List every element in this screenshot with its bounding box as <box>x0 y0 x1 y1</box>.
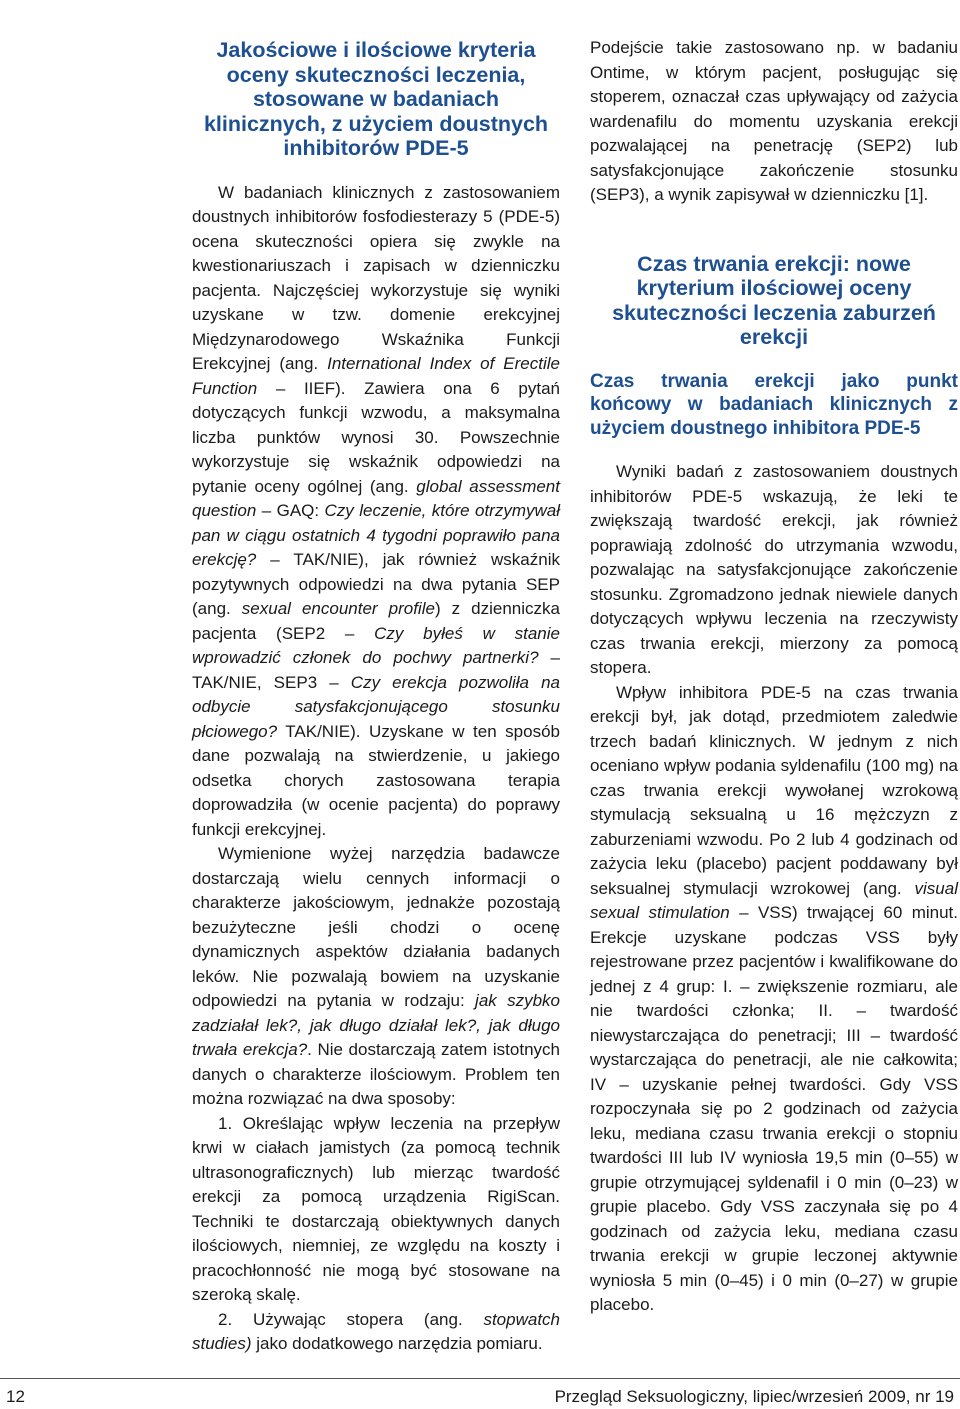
italic-text: global assessment question <box>192 476 560 520</box>
paragraph <box>192 181 560 843</box>
text-run: Wymienione wyżej narzędzia badawcze dostarczają wielu cennych informacji o charakterze jakościowym, jednakże pozostają bezużyteczne jeśli chodzi o ocenę dynamicznych aspektów działania badanych leków. Nie pozwalają bowiem na uzyskanie odpowiedzi na pytania w rodzaju: <box>192 844 560 1010</box>
italic-text: visual sexual stimulation <box>590 878 958 922</box>
text-run: Wyniki badań z zastosowaniem doustnych inhibitorów PDE-5 wskazują, że leki te zwiększają twardość erekcji, jak również poprawiają zdolność do utrzymania wzwodu, pozwalając na satysfakcjonujące zakończenie stosunku. Zgromadzono jednak niewiele danych dotyczących wpływu leczenia na rzeczywisty czas trwania erekcji, mierzony za pomocą stopera. <box>590 462 958 677</box>
section-title: Jakościowe i ilościowe kryteria oceny skuteczności leczenia, stosowane w badaniach klinicznych, z użyciem doustnych inhibitorów PDE-5 <box>203 38 549 160</box>
paragraph <box>590 681 958 1318</box>
text-run: Podejście takie zastosowano np. w badaniu Ontime, w którym pacjent, posługując się stoperem, oznaczał czas upływający od zażycia wardenafilu do momentu uzyskania erekcji pozwalającej na penetrację (SEP2) lub satysfakcjonujące zakończenie stosunku (SEP3), a wynik zapisywał w dzienniczku [1]. <box>590 38 958 204</box>
italic-text: Czy byłeś w stanie wprowadzić członek do pochwy partnerki? <box>192 623 560 667</box>
left-column <box>192 36 560 1357</box>
italic-text: jak szybko zadziałał lek?, jak długo działał lek?, jak długo trwała erekcja? <box>192 991 560 1059</box>
page-footer <box>0 1383 960 1409</box>
section-subtitle: Czas trwania erekcji jako punkt końcowy w badaniach klinicznych z użyciem doustnego inhibitora PDE-5 <box>590 370 958 439</box>
text-run: Wpływ inhibitora PDE-5 na czas trwania erekcji był, jak dotąd, przedmiotem zaledwie trzech badań klinicznych. W jednym z nich oceniano wpływ podania syldenafilu (100 mg) na czas trwania erekcji wywołanej wzrokową stymulacją seksualną u 16 mężczyzn z zaburzeniami wzwodu. Po 2 lub 4 godzinach od zażycia leku (placebo) pacjent poddawany był seksualnej stymulacji wzrokowej (ang. <box>590 682 958 898</box>
paragraph <box>590 460 958 681</box>
text-run: jako dodatkowego narzędzia pomiaru. <box>251 1334 543 1353</box>
text-run: W badaniach klinicznych z zastosowaniem doustnych inhibitorów fosfodiesterazy 5 (PDE-5) ocena skuteczności opiera się zwykle na kwestionariuszach i zapisach w dzienniczku pacjenta. Najczęściej wykorzystuje się wyniki uzyskane w tzw. domenie erekcyjnej Międzynarodowego Wskaźnika Funkcji Erekcyjnej (ang. <box>192 182 560 373</box>
text-run: ) z dzienniczka pacjenta (SEP2 – <box>192 599 560 643</box>
list-item <box>192 1308 560 1357</box>
text-run: . Nie dostarczają zatem istotnych danych o charakterze ilościowym. Problem ten można rozwiązać na dwa sposoby: <box>192 1040 560 1108</box>
text-run: TAK/NIE). Uzyskane w ten sposób dane pozwalają na stwierdzenie, u jakiego odsetka chorych zastosowana terapia doprowadziła (w ocenie pacjenta) do poprawy funkcji erekcyjnej. <box>192 721 560 839</box>
journal-citation: Przegląd Seksuologiczny, lipiec/wrzesień 2009, nr 19 <box>554 1387 954 1406</box>
paragraph <box>590 36 958 208</box>
italic-text: sexual encounter profile <box>241 599 435 618</box>
paragraph <box>192 842 560 1112</box>
italic-text: stopwatch studies) <box>192 1309 560 1353</box>
text-run: 1. Określając wpływ leczenia na przepływ krwi w ciałach jamistych (za pomocą technik ultrasonograficznych) lub mierząc twardość erekcji za pomocą urządzenia RigiScan. Techniki te dostarczają obiektywnych danych ilościowych, niemniej, ze względu na koszty i pracochłonność nie mogą być stosowane na szeroką skalę. <box>192 1113 560 1304</box>
list-item <box>192 1112 560 1308</box>
text-run: 2. Używając stopera (ang. <box>218 1309 484 1329</box>
italic-text: Czy leczenie, które otrzymywał pan w ciągu ostatnich 4 tygodni poprawiło pana erekcję? <box>192 501 560 569</box>
right-column <box>590 36 958 1318</box>
text-run: – VSS) trwającej 60 minut. Erekcje uzyskane podczas VSS były rejestrowane przez pacjentów i kwalifikowane do jednej z 4 grup: I. – zwiększenie rozmiaru, ale nie twardości członka; II. – twardość niewystarczająca do penetracji; III – twardość wystarczająca do penetracji, ale nie całkowita; IV – uzyskanie pełnej twardości. Gdy VSS rozpoczynała się po 2 godzinach od zażycia leku, mediana czasu trwania erekcji o stopniu twardości III lub IV wyniosła 19,5 min (0–55) w grupie otrzymującej syldenafil i 0 min (0–23) w grupie placebo. Gdy VSS zaczynała się po 4 godzinach od zażycia leku, mediana czasu trwania erekcji w grupie leczonej aktywnie wyniosła 5 min (0–45) i 0 min (0–27) w grupie placebo. <box>590 903 958 1314</box>
section-title: Czas trwania erekcji: nowe kryterium ilościowej oceny skuteczności leczenia zaburzeń erekcji <box>612 251 936 349</box>
text-run: – TAK/NIE), jak również wskaźnik pozytywnych odpowiedzi na dwa pytania SEP (ang. <box>192 550 560 618</box>
text-run: – IIEF). Zawiera ona 6 pytań dotyczących funkcji wzwodu, a maksymalna liczba punktów wynosi 30. Powszechnie wykorzystuje się wskaźnik odpowiedzi na pytanie oceny ogólnej (ang. <box>192 378 560 496</box>
text-run: – TAK/NIE, SEP3 – <box>192 648 560 692</box>
footer-divider <box>0 1378 960 1379</box>
text-run: – GAQ: <box>256 501 325 520</box>
italic-text: International Index of Erectile Function <box>192 354 560 398</box>
italic-text: Czy erekcja pozwoliła na odbycie satysfakcjonującego stosunku płciowego? <box>192 672 560 741</box>
page-number: 12 <box>6 1387 25 1406</box>
